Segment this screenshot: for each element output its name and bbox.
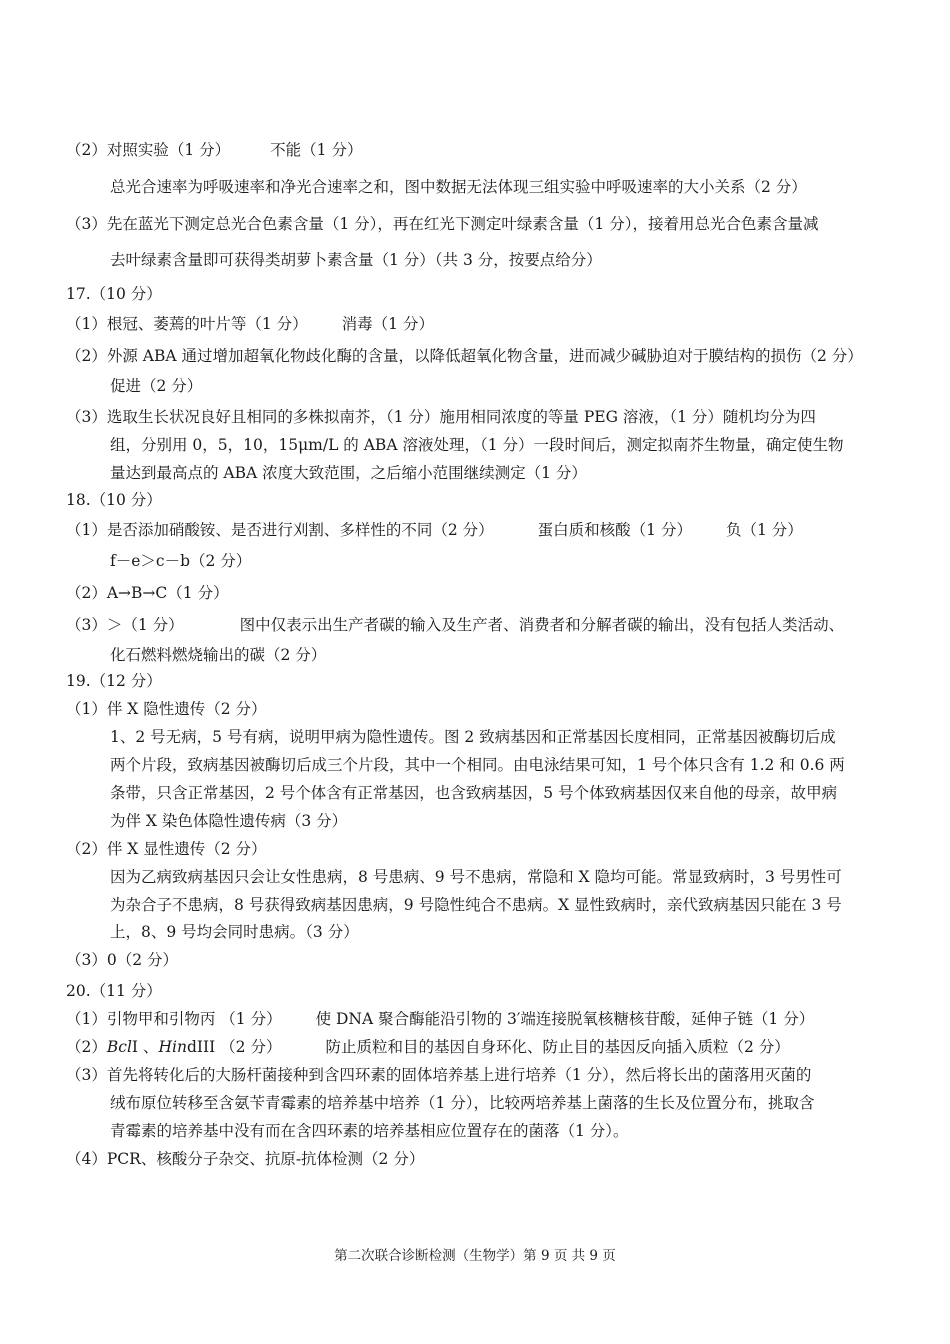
answer-line: 因为乙病致病基因只会让女性患病，8 号患病、9 号不患病，常隐和 X 隐均可能。常显致病时，3 号男性可 (110, 868, 842, 886)
enzyme-hin: Hin (158, 1038, 187, 1056)
answer-line: （4）PCR、核酸分子杂交、抗原-抗体检测（2 分） (66, 1150, 425, 1168)
answer-line (66, 517, 803, 543)
answer-18-1-part3: 负（1 分） (725, 521, 803, 539)
answer-17-1-part2: 消毒（1 分） (341, 315, 434, 333)
answer-18-3-part1: （3）＞（1 分） (66, 616, 184, 634)
answer-line: f－e＞c－b（2 分） (110, 552, 252, 570)
answer-line: （2）伴 X 显性遗传（2 分） (66, 840, 267, 858)
answer-line: （3）首先将转化后的大肠杆菌接种到含四环素的固体培养基上进行培养（1 分），然后将长出的菌落用灭菌的 (66, 1066, 812, 1084)
answer-18-1-part1: （1）是否添加硝酸铵、是否进行刈割、多样性的不同（2 分） (66, 521, 494, 539)
page-footer: 第二次联合诊断检测（生物学）第 9 页 共 9 页 (334, 1248, 616, 1264)
answer-line: （3）先在蓝光下测定总光合色素含量（1 分），再在红光下测定叶绿素含量（1 分），接着用总光合色素含量减 (66, 215, 819, 233)
answer-line: 两个片段，致病基因被酶切后成三个片段，其中一个相同。由电泳结果可知，1 号个体只含有 1.2 和 0.6 两 (110, 756, 845, 774)
answer-line: 条带，只含正常基因，2 号个体含有正常基因，也含致病基因，5 号个体致病基因仅来自他的母亲，故甲病 (110, 784, 838, 802)
answer-line: （3）选取生长状况良好且相同的多株拟南芥，（1 分）施用相同浓度的等量 PEG 溶液，（1 分）随机均分为四 (66, 408, 816, 426)
answer-line (66, 612, 844, 638)
answer-20-2-prefix: （2） (66, 1038, 107, 1056)
answer-line: 为伴 X 染色体隐性遗传病（3 分） (110, 812, 348, 830)
answer-line: （3）0（2 分） (66, 951, 179, 969)
answer-line: 促进（2 分） (110, 377, 203, 395)
answer-20-1-part1: （1）引物甲和引物丙 （1 分） (66, 1010, 282, 1028)
answer-line: （2）A→B→C（1 分） (66, 584, 229, 602)
answer-line: 总光合速率为呼吸速率和净光合速率之和，图中数据无法体现三组实验中呼吸速率的大小关系（2 分） (110, 178, 807, 196)
answer-line (66, 1006, 814, 1032)
answer-17-1-part1: （1）根冠、萎蔫的叶片等（1 分） (66, 315, 308, 333)
answer-line: 量达到最高点的 ABA 浓度大致范围，之后缩小范围继续测定（1 分） (110, 464, 587, 482)
answer-line: 上，8、9 号均会同时患病。（3 分） (110, 923, 359, 941)
answer-line: 绒布原位转移至含氨苄青霉素的培养基中培养（1 分），比较两培养基上菌落的生长及位置分布，挑取含 (110, 1094, 815, 1112)
answer-line (66, 137, 362, 163)
enzyme-bcl-suffix: I 、 (131, 1038, 159, 1056)
enzyme-hin-suffix: dIII （2 分） (186, 1038, 282, 1056)
answer-line: （1）伴 X 隐性遗传（2 分） (66, 700, 267, 718)
answer-16-2-part1: （2）对照实验（1 分） (66, 141, 231, 159)
answer-line: 1、2 号无病，5 号有病，说明甲病为隐性遗传。图 2 致病基因和正常基因长度相同，正常基因被酶切后成 (110, 728, 836, 746)
answer-line: 青霉素的培养基中没有而在含四环素的培养基相应位置存在的菌落（1 分）。 (110, 1122, 629, 1140)
answer-18-1-part2: 蛋白质和核酸（1 分） (537, 521, 692, 539)
answer-16-2-part2: 不能（1 分） (270, 141, 363, 159)
answer-20-1-part2: 使 DNA 聚合酶能沿引物的 3′端连接脱氧核糖核苷酸，延伸子链（1 分） (315, 1010, 815, 1028)
answer-18-3-part2: 图中仅表示出生产者碳的输入及生产者、消费者和分解者碳的输出，没有包括人类活动、 (239, 616, 845, 634)
answer-line: 为杂合子不患病，8 号获得致病基因患病，9 号隐性纯合不患病。X 显性致病时，亲代致病基因只能在 3 号 (110, 896, 842, 914)
answer-line (66, 311, 434, 337)
answer-line: 化石燃料燃烧输出的碳（2 分） (110, 646, 327, 664)
question-heading-19: 19.（12 分） (66, 672, 162, 690)
enzyme-bcl: Bcl (106, 1038, 132, 1056)
answer-line (66, 1034, 790, 1060)
question-heading-17: 17.（10 分） (66, 285, 162, 303)
answer-line: 去叶绿素含量即可获得类胡萝卜素含量（1 分）（共 3 分，按要点给分） (110, 251, 602, 269)
answer-20-2-part2: 防止质粒和目的基因自身环化、防止目的基因反向插入质粒（2 分） (325, 1038, 790, 1056)
question-heading-20: 20.（11 分） (66, 982, 162, 1000)
question-heading-18: 18.（10 分） (66, 491, 162, 509)
answer-line: （2）外源 ABA 通过增加超氧化物歧化酶的含量，以降低超氧化物含量，进而减少碱胁迫对于膜结构的损伤（2 分） (66, 347, 863, 365)
answer-line: 组，分别用 0，5，10，15μm/L 的 ABA 溶液处理，（1 分）一段时间后，测定拟南芥生物量，确定使生物 (110, 436, 844, 454)
